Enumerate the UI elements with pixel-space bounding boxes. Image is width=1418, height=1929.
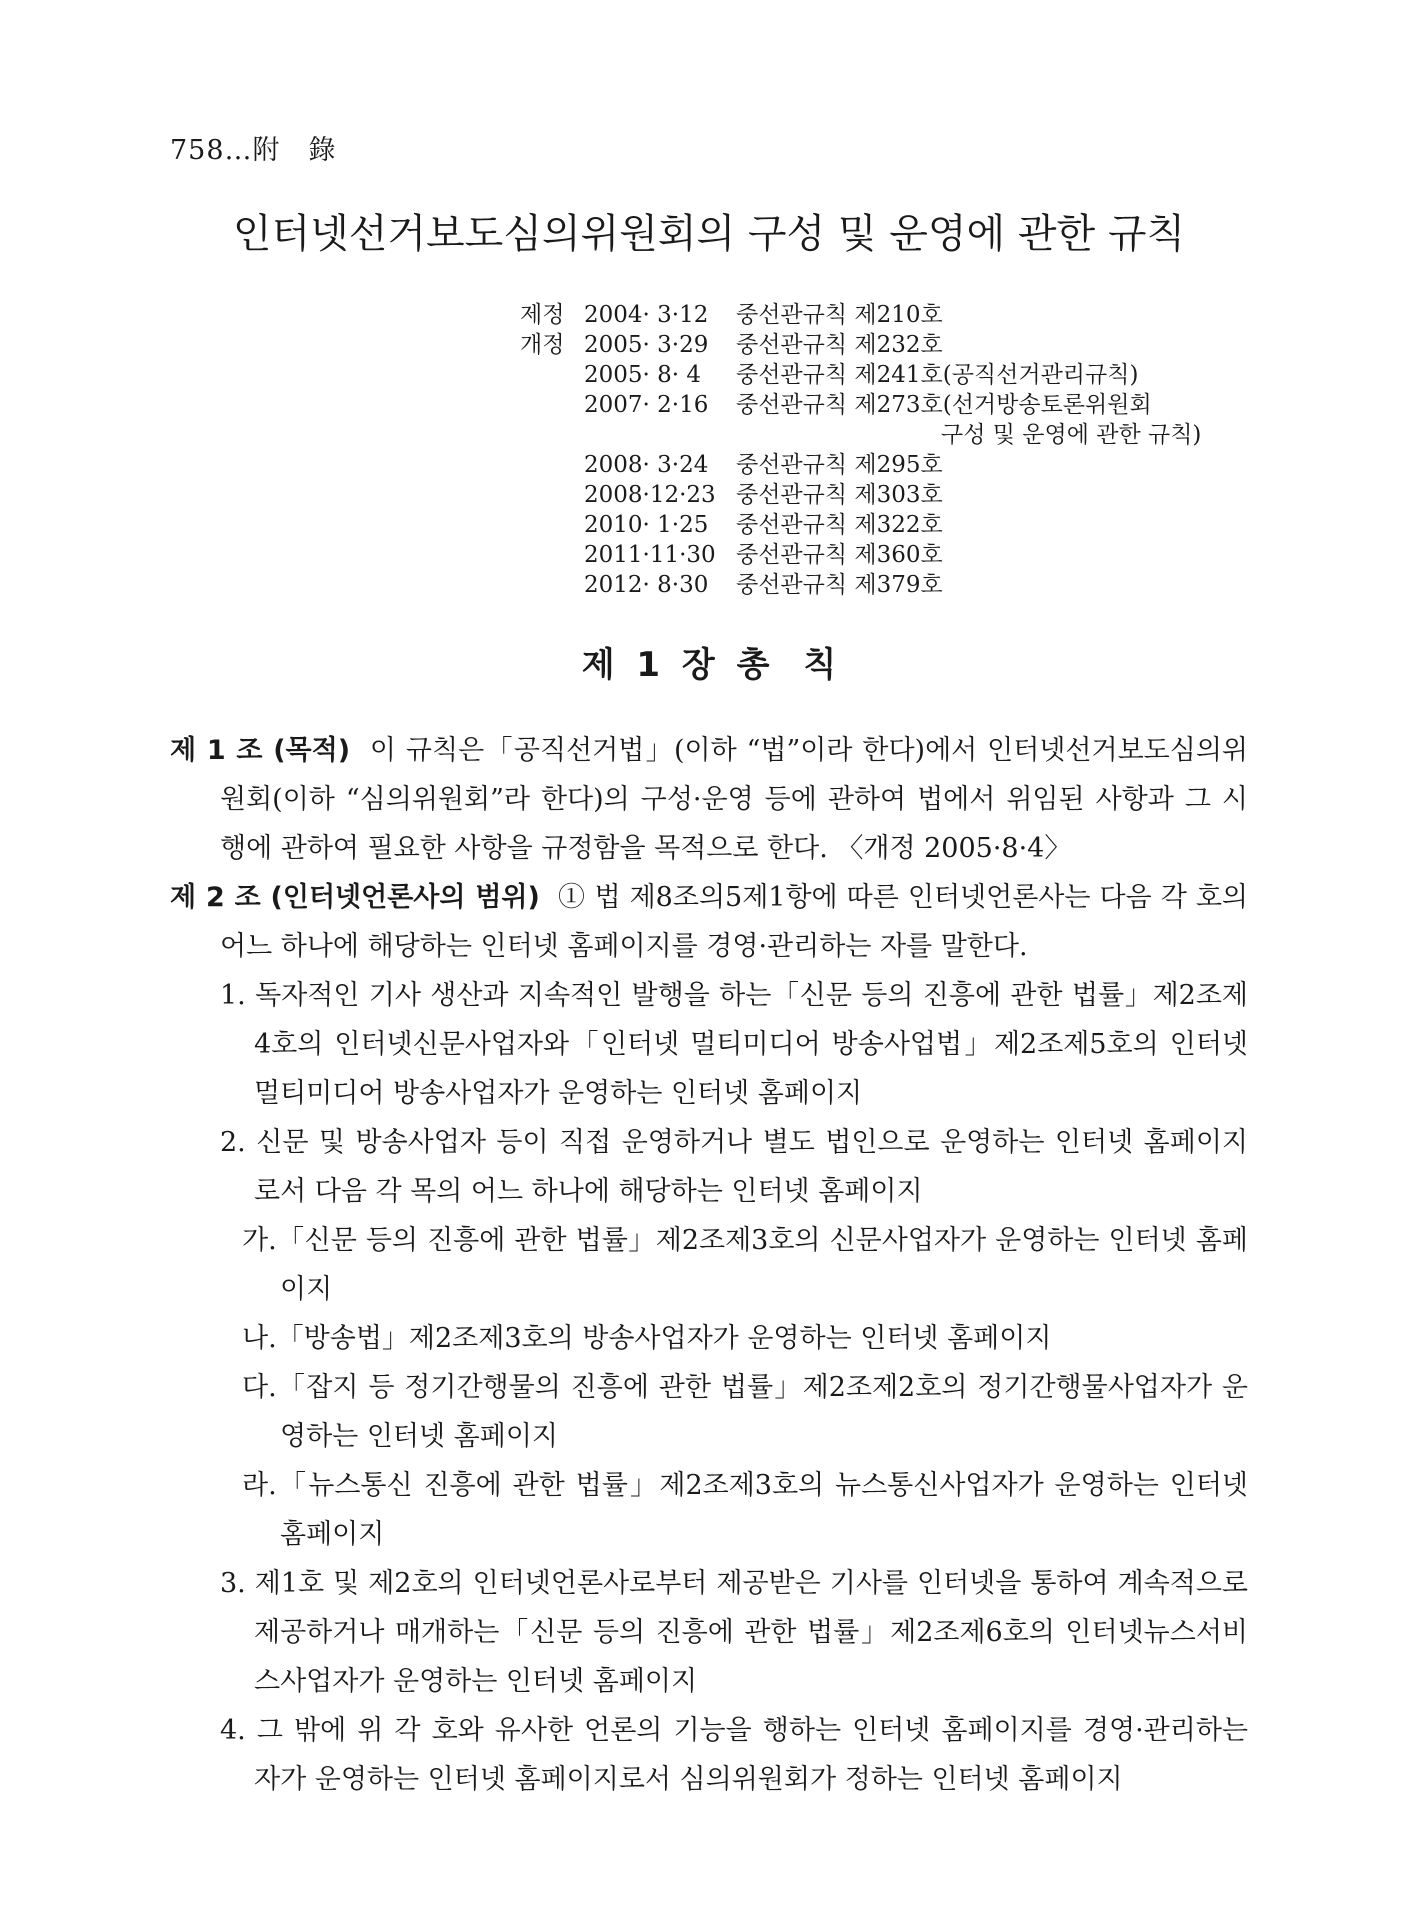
list-item: 4. 그 밖에 위 각 호와 유사한 언론의 기능을 행하는 인터넷 홈페이지를 경영·관리하는 자가 운영하는 인터넷 홈페이지로서 심의위원회가 정하는 인터넷 홈페이지 xyxy=(220,1715,1248,1795)
sub-list-item: 가.「신문 등의 진흥에 관한 법률」제2조제3호의 신문사업자가 운영하는 인터넷 홈페이지 xyxy=(242,1225,1248,1305)
history-continuation: 구성 및 운영에 관한 규칙) xyxy=(941,422,1202,448)
history-row xyxy=(520,450,1201,480)
article-heading: 제 2 조 (인터넷언론사의 범위) xyxy=(170,882,540,913)
list-item: 2. 신문 및 방송사업자 등이 직접 운영하거나 별도 법인으로 운영하는 인터넷 홈페이지로서 다음 각 목의 어느 하나에 해당하는 인터넷 홈페이지 xyxy=(220,1127,1248,1207)
history-label xyxy=(520,480,584,510)
amendment-history xyxy=(520,300,1201,600)
page-header: 758…附 錄 xyxy=(170,135,337,166)
history-text: 중선관규칙 제232호 xyxy=(736,332,943,358)
document-title: 인터넷선거보도심의위원회의 구성 및 운영에 관한 규칙 xyxy=(232,211,1186,257)
sub-list-item: 나.「방송법」제2조제3호의 방송사업자가 운영하는 인터넷 홈페이지 xyxy=(242,1323,1052,1354)
article-text: ① 법 제8조의5제1항에 따른 인터넷언론사는 다음 각 호의 어느 하나에 해당하는 인터넷 홈페이지를 경영·관리하는 자를 말한다. xyxy=(220,882,1249,962)
history-text: 중선관규칙 제322호 xyxy=(736,512,943,538)
sub-list-item: 다.「잡지 등 정기간행물의 진흥에 관한 법률」제2조제2호의 정기간행물사업자가 운영하는 인터넷 홈페이지 xyxy=(242,1372,1248,1452)
history-row xyxy=(520,510,1201,540)
history-text: 중선관규칙 제241호(공직선거관리규칙) xyxy=(736,362,1139,388)
history-date: 2008·12·23 xyxy=(584,482,716,508)
history-label xyxy=(520,540,584,570)
article-text: 이 규칙은「공직선거법」(이하 “법”이라 한다)에서 인터넷선거보도심의위원회(이하 “심의위원회”라 한다)의 구성·운영 등에 관하여 법에서 위임된 사항과 그 시행에 관하여 필요한 사항을 규정함을 목적으로 한다. 〈개정 2005·8·4〉 xyxy=(220,735,1248,864)
history-label xyxy=(520,360,584,390)
history-row xyxy=(520,300,1201,330)
history-date: 2005· 3·29 xyxy=(584,332,709,358)
history-date: 2007· 2·16 xyxy=(584,392,709,418)
history-row xyxy=(520,540,1201,570)
history-label: 개정 xyxy=(520,332,565,358)
article-1 xyxy=(170,726,1248,873)
history-row xyxy=(520,390,1201,420)
history-row xyxy=(520,570,1201,600)
history-text: 중선관규칙 제303호 xyxy=(736,482,943,508)
history-text: 중선관규칙 제210호 xyxy=(736,302,943,328)
history-label xyxy=(520,450,584,480)
history-row xyxy=(520,330,1201,360)
history-label xyxy=(520,510,584,540)
history-label xyxy=(520,570,584,600)
article-heading: 제 1 조 (목적) xyxy=(170,735,351,766)
document-body xyxy=(170,726,1248,1804)
article-2 xyxy=(170,873,1248,971)
history-row xyxy=(520,360,1201,390)
history-date: 2004· 3·12 xyxy=(584,302,709,328)
history-text: 중선관규칙 제379호 xyxy=(736,572,943,598)
history-date: 2011·11·30 xyxy=(584,542,716,568)
history-date: 2005· 8· 4 xyxy=(584,362,702,388)
chapter-heading: 제 1 장 총 칙 xyxy=(581,645,837,685)
list-item: 3. 제1호 및 제2호의 인터넷언론사로부터 제공받은 기사를 인터넷을 통하여 계속적으로 제공하거나 매개하는「신문 등의 진흥에 관한 법률」제2조제6호의 인터넷뉴스서비스사업자가 운영하는 인터넷 홈페이지 xyxy=(220,1568,1248,1697)
history-row xyxy=(520,480,1201,510)
history-text: 중선관규칙 제273호(선거방송토론위원회 xyxy=(736,392,1152,418)
history-label: 제정 xyxy=(520,302,565,328)
history-text: 중선관규칙 제295호 xyxy=(736,452,943,478)
history-label xyxy=(520,390,584,420)
history-date: 2008· 3·24 xyxy=(584,452,709,478)
list-item: 1. 독자적인 기사 생산과 지속적인 발행을 하는「신문 등의 진흥에 관한 법률」제2조제4호의 인터넷신문사업자와「인터넷 멀티미디어 방송사업법」제2조제5호의 인터넷 멀티미디어 방송사업자가 운영하는 인터넷 홈페이지 xyxy=(220,980,1248,1109)
history-text: 중선관규칙 제360호 xyxy=(736,542,943,568)
history-date: 2010· 1·25 xyxy=(584,512,709,538)
history-date: 2012· 8·30 xyxy=(584,572,709,598)
sub-list-item: 라.「뉴스통신 진흥에 관한 법률」제2조제3호의 뉴스통신사업자가 운영하는 인터넷 홈페이지 xyxy=(242,1470,1248,1550)
